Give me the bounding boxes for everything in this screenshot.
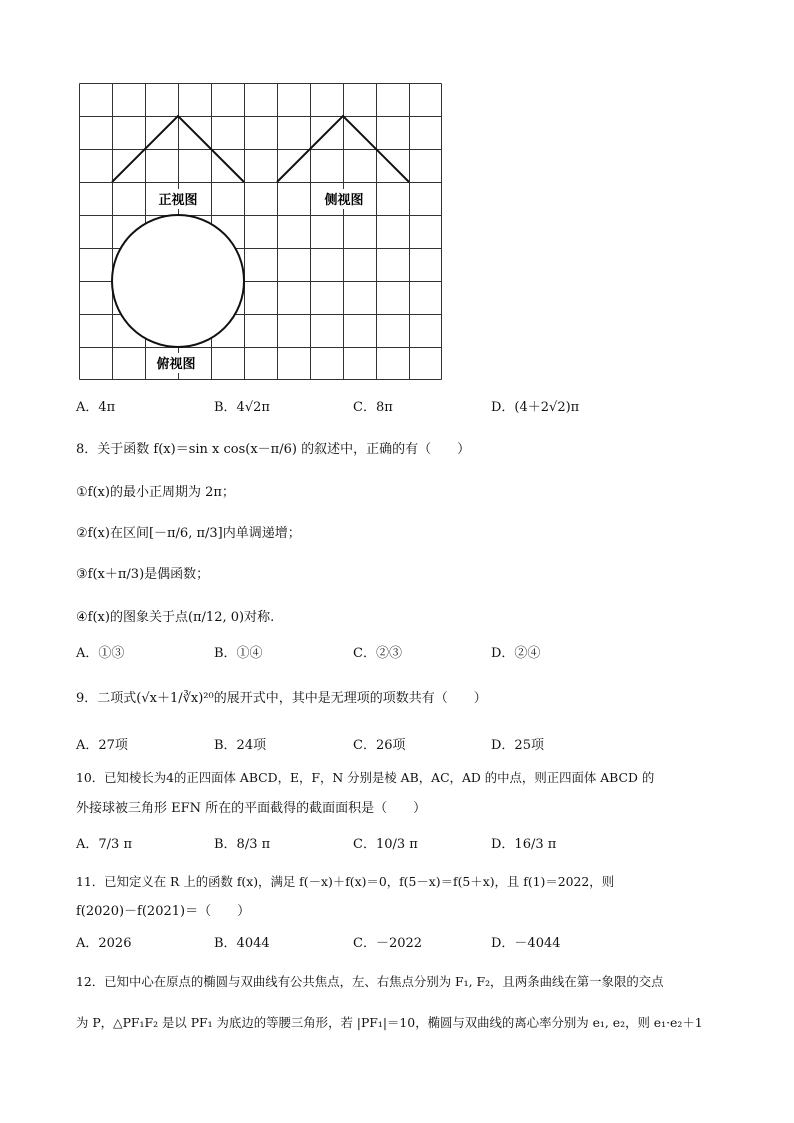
front-view-label: 正视图 xyxy=(158,193,198,208)
q10-option-d: D．16/3 π xyxy=(491,837,557,852)
q9-stem: 9．二项式(√x＋1/∛x)²⁰的展开式中，其中是无理项的项数共有（ ） xyxy=(76,691,487,706)
q7-option-b: B．4√2π xyxy=(214,400,270,415)
top-view-label: 俯视图 xyxy=(156,357,196,372)
q8-option-a: A．①③ xyxy=(76,646,125,661)
three-view-figure xyxy=(79,83,443,380)
q8-option-b: B．①④ xyxy=(214,646,263,661)
q7-option-d: D．(4＋2√2)π xyxy=(491,400,580,415)
q12-stem-line2: 为 P，△PF₁F₂ 是以 PF₁ 为底边的等腰三角形，若 |PF₁|＝10，椭圆与双曲线的离心率分别为 e₁, e₂，则 e₁·e₂＋1 xyxy=(76,1015,703,1030)
q9-option-d: D．25项 xyxy=(491,738,544,753)
q10-stem-line2: 外接球被三角形 EFN 所在的平面截得的截面面积是（ ） xyxy=(76,801,427,816)
q11-option-c: C．－2022 xyxy=(353,936,423,951)
q8-item-4: ④f(x)的图象关于点(π/12, 0)对称. xyxy=(76,610,275,625)
q8-item-3: ③f(x＋π/3)是偶函数； xyxy=(76,567,210,582)
q9-option-b: B．24项 xyxy=(214,738,267,753)
q11-option-d: D．－4044 xyxy=(491,936,561,951)
q9-option-c: C．26项 xyxy=(353,738,406,753)
q7-option-c: C．8π xyxy=(353,400,393,415)
q10-option-a: A．7/3 π xyxy=(76,837,132,852)
q8-option-d: D．②④ xyxy=(491,646,541,661)
q11-option-a: A．2026 xyxy=(76,936,132,951)
q7-option-a: A．4π xyxy=(76,400,116,415)
top-view-circle xyxy=(112,215,244,347)
q8-item-2: ②f(x)在区间[－π/6, π/3]内单调递增； xyxy=(76,526,301,541)
q12-stem-line1: 12．已知中心在原点的椭圆与双曲线有公共焦点，左、右焦点分别为 F₁, F₂，且两条曲线在第一象限的交点 xyxy=(76,974,664,989)
q10-stem-line1: 10．已知棱长为4的正四面体 ABCD，E，F，N 分别是棱 AB，AC，AD 的中点，则正四面体 ABCD 的 xyxy=(76,770,655,785)
side-view-label: 侧视图 xyxy=(324,193,364,208)
q10-option-c: C．10/3 π xyxy=(353,837,418,852)
q8-option-c: C．②③ xyxy=(353,646,402,661)
q11-option-b: B．4044 xyxy=(214,936,270,951)
q8-item-1: ①f(x)的最小正周期为 2π； xyxy=(76,485,235,500)
q9-option-a: A．27项 xyxy=(76,738,128,753)
q11-stem-line2: f(2020)－f(2021)＝（ ） xyxy=(76,904,251,919)
q11-stem-line1: 11．已知定义在 R 上的函数 f(x)，满足 f(－x)＋f(x)＝0，f(5－x)＝f(5＋x)，且 f(1)＝2022，则 xyxy=(76,874,615,889)
q8-stem: 8．关于函数 f(x)＝sin x cos(x－π/6) 的叙述中，正确的有（ ） xyxy=(76,442,471,457)
q10-option-b: B．8/3 π xyxy=(214,837,271,852)
